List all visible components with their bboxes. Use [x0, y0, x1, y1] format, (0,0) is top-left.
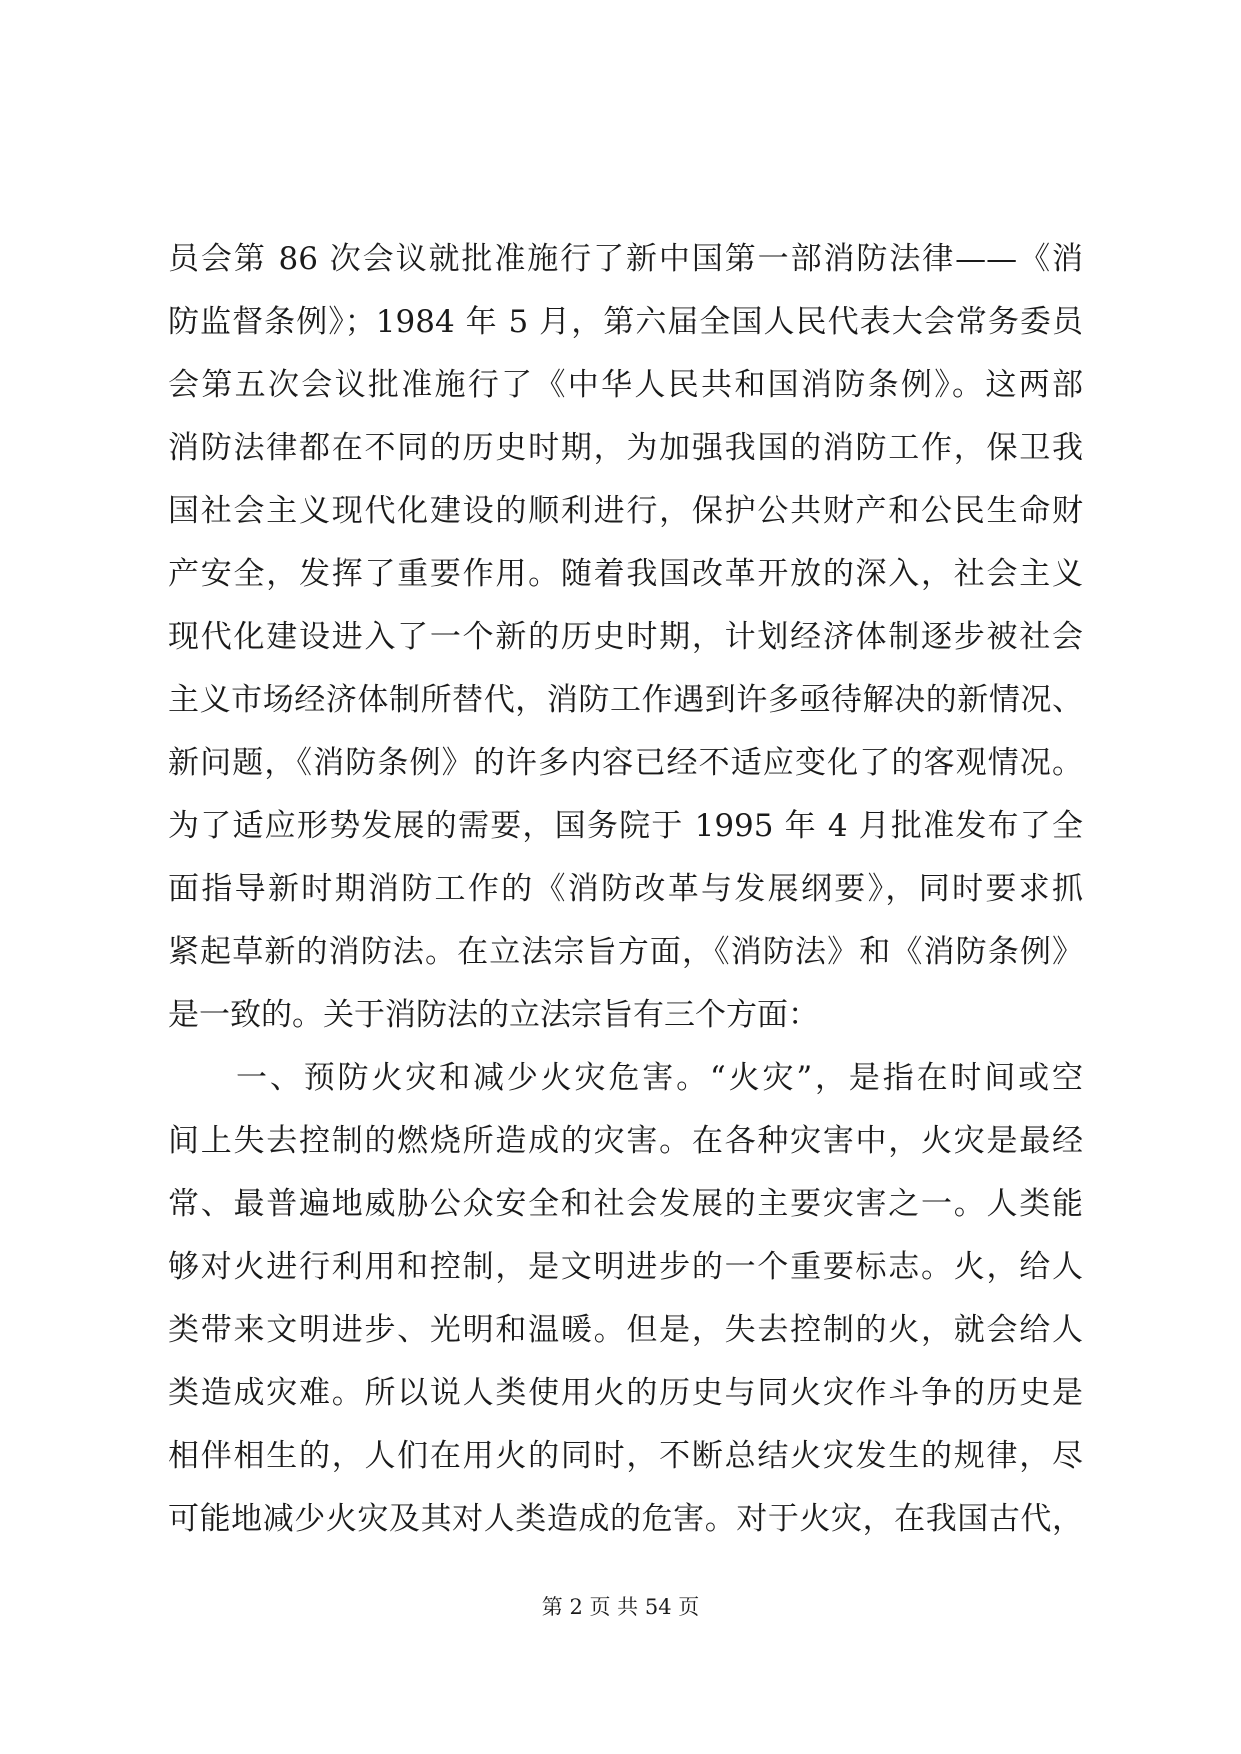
text-line: 是一致的。关于消防法的立法宗旨有三个方面：: [168, 997, 819, 1033]
text-line: 主义市场经济体制所替代，消防工作遇到许多亟待解决的新情况、: [168, 682, 1083, 718]
text-line: 间上失去控制的燃烧所造成的灾害。在各种灾害中，火灾是最经: [168, 1123, 1083, 1159]
text-line: 为了适应形势发展的需要，国务院于 1995 年 4 月批准发布了全: [168, 808, 1083, 844]
text-line: 国社会主义现代化建设的顺利进行，保护公共财产和公民生命财: [168, 493, 1083, 529]
text-line: 面指导新时期消防工作的《消防改革与发展纲要》，同时要求抓: [168, 871, 1083, 907]
text-line: 类带来文明进步、光明和温暖。但是，失去控制的火，就会给人: [168, 1312, 1083, 1348]
text-line: 产安全，发挥了重要作用。随着我国改革开放的深入，社会主义: [168, 556, 1083, 592]
text-line: 现代化建设进入了一个新的历史时期，计划经济体制逐步被社会: [168, 619, 1083, 655]
text-line: 会第五次会议批准施行了《中华人民共和国消防条例》。这两部: [168, 367, 1083, 403]
body-text: [168, 228, 1083, 1551]
text-line: 员会第 86 次会议就批准施行了新中国第一部消防法律——《消: [168, 241, 1083, 277]
text-line: 消防法律都在不同的历史时期，为加强我国的消防工作，保卫我: [168, 430, 1083, 466]
text-line: 常、最普遍地威胁公众安全和社会发展的主要灾害之一。人类能: [168, 1186, 1083, 1222]
text-line: 可能地减少火灾及其对人类造成的危害。对于火灾，在我国古代，: [168, 1501, 1083, 1537]
paragraph-first-line: 一、预防火灾和减少火灾危害。“火灾”，是指在时间或空: [236, 1060, 1083, 1096]
page-number-footer: 第 2 页 共 54 页: [541, 1595, 700, 1619]
text-line: 新问题，《消防条例》的许多内容已经不适应变化了的客观情况。: [168, 745, 1083, 781]
text-line: 防监督条例》；1984 年 5 月，第六届全国人民代表大会常务委员: [168, 304, 1083, 340]
text-line: 相伴相生的，人们在用火的同时，不断总结火灾发生的规律，尽: [168, 1438, 1083, 1474]
text-line: 类造成灾难。所以说人类使用火的历史与同火灾作斗争的历史是: [168, 1375, 1083, 1411]
text-line: 够对火进行利用和控制，是文明进步的一个重要标志。火，给人: [168, 1249, 1083, 1285]
text-line: 紧起草新的消防法。在立法宗旨方面，《消防法》和《消防条例》: [168, 934, 1083, 970]
